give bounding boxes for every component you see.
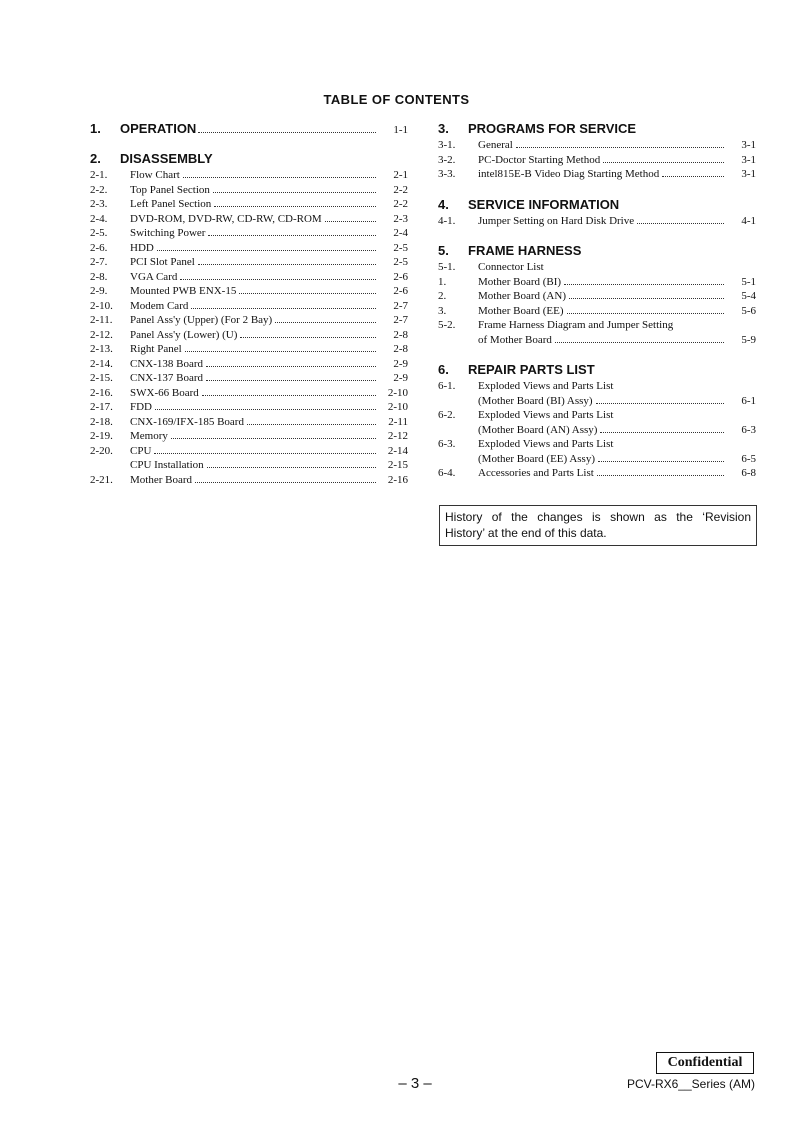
- dot-leader: [600, 432, 724, 433]
- entry-title: Left Panel Section: [130, 198, 212, 210]
- entry-page: 2-7: [393, 314, 408, 326]
- dot-leader: [603, 162, 724, 163]
- toc-entry: [438, 139, 756, 154]
- toc-entry: [90, 285, 408, 300]
- entry-page: 6-5: [741, 452, 756, 465]
- entry-title: Memory: [130, 430, 168, 442]
- entry-number: 6-1.: [438, 380, 456, 392]
- entry-page: 6-1: [741, 394, 756, 407]
- entry-title: (Mother Board (AN) Assy): [478, 423, 598, 436]
- entry-number: 3.: [438, 304, 447, 317]
- entry-page: 6-3: [741, 423, 756, 436]
- dot-leader: [637, 223, 724, 224]
- dot-leader: [555, 342, 724, 343]
- entry-number: 2-2.: [90, 183, 108, 196]
- entry-title: Exploded Views and Parts List: [478, 438, 614, 450]
- entry-page: 2-1: [393, 169, 408, 181]
- entry-title: Frame Harness Diagram and Jumper Setting: [478, 319, 674, 331]
- dot-leader: [207, 467, 376, 468]
- entry-number: 2-13.: [90, 343, 113, 355]
- entry-title: HDD: [130, 241, 154, 254]
- entry-page: 3-1: [741, 153, 756, 166]
- section-title: SERVICE INFORMATION: [468, 196, 620, 212]
- dot-leader: [206, 380, 376, 381]
- entry-number: 2-11.: [90, 314, 113, 326]
- toc-entry: [438, 453, 756, 468]
- dot-leader: [180, 279, 376, 280]
- entry-page: 2-2: [393, 183, 408, 196]
- section-page: 1-1: [393, 124, 408, 136]
- dot-leader: [569, 298, 724, 299]
- entry-page: 2-12: [387, 430, 408, 442]
- entry-page: 2-6: [393, 270, 408, 283]
- section-title: DISASSEMBLY: [120, 151, 213, 166]
- entry-number: 2-20.: [90, 444, 113, 457]
- toc-entry: [90, 445, 408, 460]
- entry-number: 2-17.: [90, 401, 113, 413]
- entry-number: 3-3.: [438, 168, 456, 180]
- entry-number: 2-14.: [90, 357, 113, 370]
- toc-entry: [90, 213, 408, 228]
- dot-leader: [275, 322, 376, 323]
- toc-entry: [438, 334, 756, 349]
- entry-number: 2-5.: [90, 227, 108, 239]
- dot-leader: [195, 482, 376, 483]
- entry-number: 2-7.: [90, 256, 108, 268]
- entry-title: DVD-ROM, DVD-RW, CD-RW, CD-ROM: [130, 212, 322, 225]
- toc-entry: [90, 430, 408, 445]
- model-name: PCV-RX6__Series (AM): [626, 1077, 755, 1091]
- revision-history-note: [439, 505, 757, 546]
- dot-leader: [564, 284, 724, 285]
- dot-leader: [154, 453, 376, 454]
- entry-title: General: [478, 139, 513, 151]
- entry-number: 5-1.: [438, 261, 456, 273]
- section-title: PROGRAMS FOR SERVICE: [468, 121, 637, 136]
- entry-page: 5-4: [741, 290, 756, 302]
- entry-number: 5-2.: [438, 319, 456, 331]
- entry-page: 3-1: [741, 168, 756, 180]
- toc-right-column: [438, 121, 756, 482]
- entry-number: 3-1.: [438, 139, 456, 151]
- dot-leader: [198, 132, 376, 133]
- entry-number: 2.: [438, 290, 447, 302]
- history-note-line1: History of the changes is shown as the ‘Revision: [445, 510, 751, 524]
- toc-entry: [90, 314, 408, 329]
- entry-title: Right Panel: [130, 343, 182, 355]
- entry-number: 2-12.: [90, 328, 113, 341]
- entry-page: 2-9: [393, 357, 408, 370]
- entry-title: Jumper Setting on Hard Disk Drive: [478, 214, 635, 227]
- entry-page: 4-1: [741, 214, 756, 227]
- toc-entry: [438, 380, 756, 395]
- toc-entry: [90, 343, 408, 358]
- entry-page: 2-3: [393, 212, 408, 225]
- entry-number: 2-10.: [90, 299, 113, 312]
- entry-page: 2-15: [387, 459, 408, 471]
- entry-title: CNX-137 Board: [130, 372, 204, 384]
- page-number: – 3 –: [398, 1075, 432, 1092]
- entry-number: 4-1.: [438, 214, 456, 227]
- dot-leader: [183, 177, 376, 178]
- toc-entry: [90, 416, 408, 431]
- entry-page: 2-9: [393, 372, 408, 384]
- toc-entry: [438, 215, 756, 230]
- entry-title: CPU Installation: [130, 459, 204, 471]
- entry-title: Accessories and Parts List: [478, 467, 594, 479]
- entry-number: 2-16.: [90, 386, 113, 399]
- toc-section-heading: [438, 243, 756, 259]
- entry-page: 2-11: [388, 415, 408, 428]
- entry-title: PCI Slot Panel: [130, 256, 195, 268]
- entry-page: 2-10: [387, 386, 408, 399]
- entry-title: Mother Board (BI): [478, 275, 562, 288]
- dot-leader: [157, 250, 376, 251]
- dot-leader: [596, 403, 724, 404]
- toc-entry: [90, 358, 408, 373]
- dot-leader: [213, 192, 376, 193]
- toc-entry: [90, 169, 408, 184]
- entry-page: 2-7: [393, 299, 408, 312]
- entry-page: 2-14: [387, 444, 408, 457]
- toc-entry: [438, 305, 756, 320]
- entry-page: 2-6: [393, 285, 408, 297]
- dot-leader: [662, 176, 724, 177]
- toc-section-heading: [438, 197, 756, 213]
- entry-number: 2-6.: [90, 241, 108, 254]
- dot-leader: [325, 221, 376, 222]
- entry-title: Exploded Views and Parts List: [478, 380, 614, 392]
- section-number: 2.: [90, 151, 101, 166]
- toc-entry: [438, 168, 756, 183]
- toc-entry: [90, 459, 408, 474]
- section-title: OPERATION: [120, 121, 197, 136]
- section-number: 5.: [438, 243, 449, 258]
- toc-section-heading: [438, 121, 756, 137]
- entry-title: (Mother Board (BI) Assy): [478, 394, 593, 407]
- entry-page: 5-1: [741, 275, 756, 288]
- page-title: TABLE OF CONTENTS: [323, 92, 470, 107]
- dot-leader: [191, 308, 376, 309]
- section-number: 4.: [438, 196, 449, 212]
- dot-leader: [208, 235, 376, 236]
- entry-title: Mounted PWB ENX-15: [130, 285, 237, 297]
- history-note-line2: History’ at the end of this data.: [445, 526, 607, 540]
- entry-number: 2-19.: [90, 430, 113, 442]
- entry-title: Connector List: [478, 261, 544, 273]
- toc-entry: [90, 372, 408, 387]
- confidential-stamp: Confidential: [656, 1052, 754, 1074]
- toc-entry: [90, 387, 408, 402]
- entry-title: VGA Card: [130, 270, 178, 283]
- entry-title: CPU: [130, 444, 152, 457]
- toc-entry: [90, 271, 408, 286]
- entry-title: of Mother Board: [478, 333, 552, 346]
- toc-entry: [438, 290, 756, 305]
- toc-entry: [90, 242, 408, 257]
- entry-title: (Mother Board (EE) Assy): [478, 452, 596, 465]
- entry-title: intel815E-B Video Diag Starting Method: [478, 168, 660, 180]
- entry-title: PC-Doctor Starting Method: [478, 153, 601, 166]
- entry-number: 6-4.: [438, 467, 456, 479]
- entry-title: SWX-66 Board: [130, 386, 199, 399]
- toc-entry: [438, 154, 756, 169]
- toc-entry: [438, 276, 756, 291]
- entry-page: 5-9: [741, 333, 756, 346]
- toc-entry: [438, 467, 756, 482]
- entry-title: CNX-169/IFX-185 Board: [130, 415, 244, 428]
- entry-number: 2-21.: [90, 473, 113, 486]
- dot-leader: [202, 395, 376, 396]
- entry-number: 2-4.: [90, 212, 108, 225]
- section-title: REPAIR PARTS LIST: [468, 362, 595, 377]
- toc-entry: [438, 319, 756, 334]
- entry-page: 5-6: [741, 304, 756, 317]
- entry-title: Mother Board (AN): [478, 290, 566, 302]
- dot-leader: [198, 264, 376, 265]
- toc-section-heading: [90, 121, 408, 137]
- entry-page: 3-1: [741, 139, 756, 151]
- dot-leader: [155, 409, 376, 410]
- entry-page: 2-10: [387, 401, 408, 413]
- toc-entry: [90, 184, 408, 199]
- entry-page: 2-16: [387, 473, 408, 486]
- entry-page: 2-2: [393, 198, 408, 210]
- entry-title: Mother Board: [130, 473, 193, 486]
- entry-title: Top Panel Section: [130, 183, 210, 196]
- dot-leader: [214, 206, 376, 207]
- toc-entry: [438, 395, 756, 410]
- entry-number: 2-3.: [90, 198, 108, 210]
- toc-entry: [90, 401, 408, 416]
- toc-entry: [90, 474, 408, 489]
- section-number: 3.: [438, 121, 449, 136]
- entry-page: 2-4: [393, 227, 408, 239]
- entry-title: Mother Board (EE): [478, 304, 564, 317]
- entry-title: Panel Ass'y (Lower) (U): [130, 328, 238, 341]
- toc-entry: [90, 329, 408, 344]
- entry-number: 2-9.: [90, 285, 108, 297]
- entry-title: Switching Power: [130, 227, 206, 239]
- dot-leader: [240, 337, 376, 338]
- dot-leader: [598, 461, 724, 462]
- entry-number: 1.: [438, 275, 447, 288]
- entry-page: 2-8: [393, 328, 408, 341]
- dot-leader: [171, 438, 376, 439]
- dot-leader: [239, 293, 376, 294]
- entry-title: CNX-138 Board: [130, 357, 204, 370]
- entry-page: 2-5: [393, 256, 408, 268]
- entry-number: 6-2.: [438, 409, 456, 421]
- entry-page: 2-5: [393, 241, 408, 254]
- entry-title: Exploded Views and Parts List: [478, 409, 614, 421]
- dot-leader: [516, 147, 724, 148]
- entry-page: 6-8: [741, 467, 756, 479]
- entry-number: 2-15.: [90, 372, 113, 384]
- entry-title: Modem Card: [130, 299, 189, 312]
- entry-number: 2-8.: [90, 270, 108, 283]
- toc-entry: [438, 424, 756, 439]
- toc-entry: [90, 227, 408, 242]
- dot-leader: [597, 475, 724, 476]
- dot-leader: [247, 424, 376, 425]
- entry-number: 3-2.: [438, 153, 456, 166]
- entry-title: Flow Chart: [130, 169, 180, 181]
- toc-entry: [438, 409, 756, 424]
- toc-entry: [90, 300, 408, 315]
- dot-leader: [567, 313, 724, 314]
- entry-number: 2-18.: [90, 415, 113, 428]
- section-number: 6.: [438, 362, 449, 377]
- entry-number: 6-3.: [438, 438, 456, 450]
- toc-entry: [438, 438, 756, 453]
- entry-title: FDD: [130, 401, 153, 413]
- section-number: 1.: [90, 121, 101, 136]
- dot-leader: [206, 366, 376, 367]
- entry-number: 2-1.: [90, 169, 108, 181]
- toc-section-heading: [438, 362, 756, 378]
- toc-section-heading: [90, 151, 408, 167]
- entry-title: Panel Ass'y (Upper) (For 2 Bay): [130, 314, 273, 326]
- toc-left-column: [90, 121, 408, 488]
- section-title: FRAME HARNESS: [468, 243, 582, 258]
- toc-entry: [90, 198, 408, 213]
- entry-page: 2-8: [393, 343, 408, 355]
- dot-leader: [185, 351, 376, 352]
- toc-entry: [438, 261, 756, 276]
- toc-entry: [90, 256, 408, 271]
